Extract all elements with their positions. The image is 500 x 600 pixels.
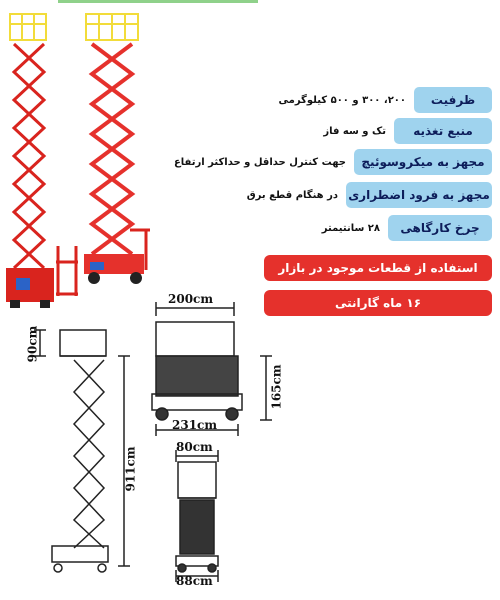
dim-side-base-width: 88cm bbox=[176, 574, 213, 588]
feature-power-text: تک و سه فاز bbox=[323, 125, 386, 137]
feature-wheel-text: ۲۸ سانتیمتر bbox=[321, 222, 380, 234]
banner-parts: استفاده از قطعات موجود در بازار bbox=[264, 255, 492, 281]
feature-emergency-title: مجهز به فرود اضطراری bbox=[346, 182, 492, 208]
feature-microswitch-title: مجهز به میکروسوئیچ bbox=[354, 149, 492, 175]
banner-warranty: ۱۶ ماه گارانتی bbox=[264, 290, 492, 316]
dim-folded-height: 165cm bbox=[269, 364, 284, 410]
feature-microswitch-text: جهت کنترل حداقل و حداکثر ارتفاع bbox=[173, 156, 346, 168]
dim-platform-height: 90cm bbox=[25, 325, 40, 363]
dim-side-top-width: 80cm bbox=[176, 440, 213, 454]
feature-capacity-text: ۲۰۰، ۳۰۰ و ۵۰۰ کیلوگرمی bbox=[278, 94, 406, 106]
feature-capacity-title: ظرفیت bbox=[414, 87, 492, 113]
dim-base-length: 231cm bbox=[172, 418, 218, 432]
feature-emergency-text: در هنگام قطع برق bbox=[246, 189, 338, 201]
dim-total-height: 911cm bbox=[123, 446, 138, 492]
dim-top-width: 200cm bbox=[168, 292, 214, 306]
feature-power-title: منبع تغذیه bbox=[394, 118, 492, 144]
feature-wheel-title: چرخ کارگاهی bbox=[388, 215, 492, 241]
